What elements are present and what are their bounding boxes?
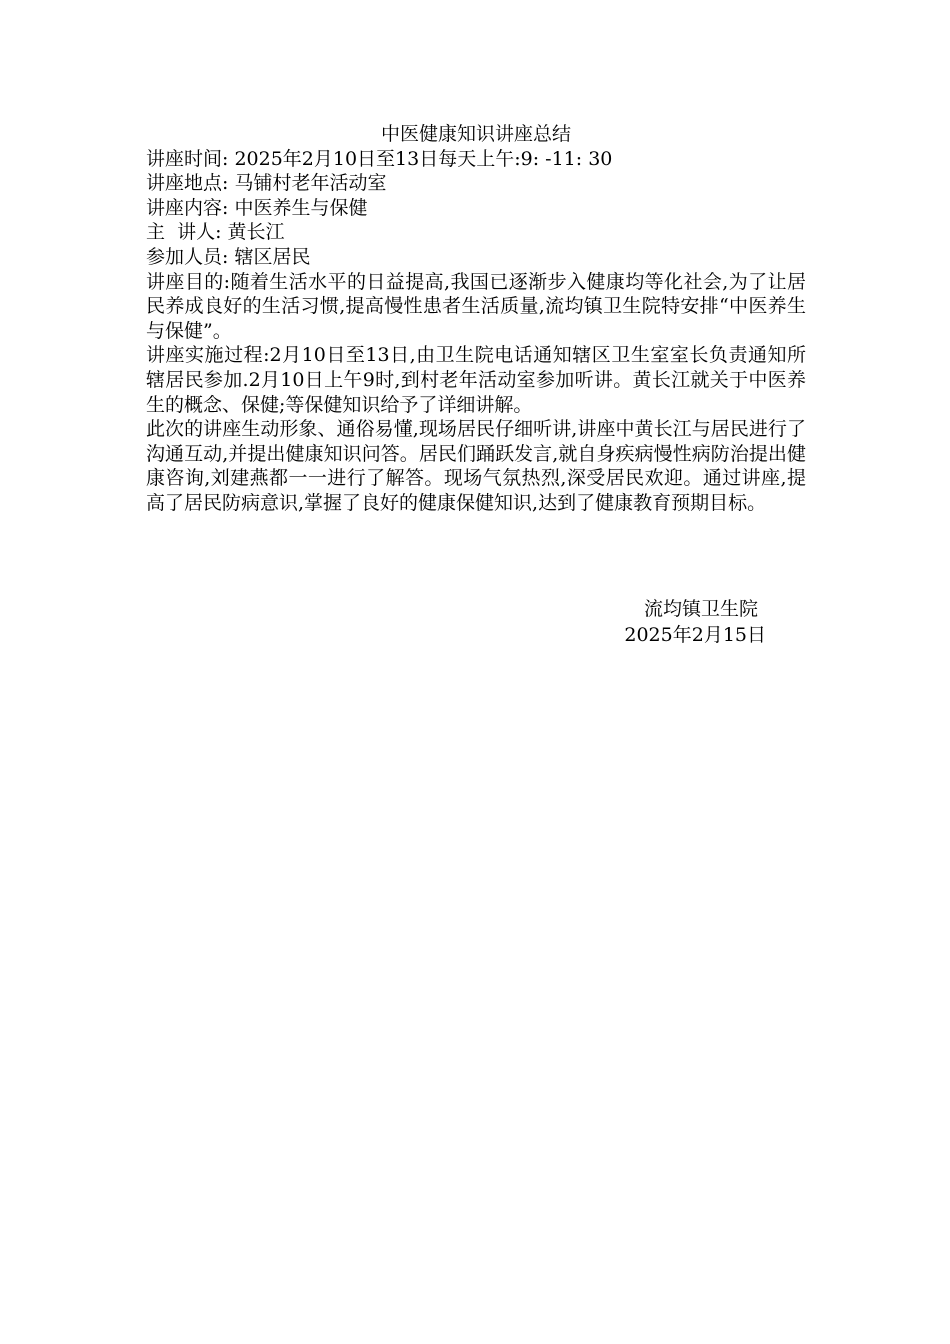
- field-participants: 参加人员: 辖区居民: [146, 245, 311, 268]
- signature-date: 2025年2月15日: [624, 624, 766, 646]
- signature-block: [146, 596, 766, 648]
- document-title: 中医健康知识讲座总结: [380, 123, 571, 145]
- field-lecture-time: 讲座时间: 2025年2月10日至13日每天上午:9: -11: 30: [146, 147, 613, 170]
- field-lecture-location: 讲座地点: 马铺村老年活动室: [146, 172, 387, 195]
- paragraph-purpose: 讲座目的:随着生活水平的日益提高,我国已逐渐步入健康均等化社会,为了让居民养成良好的生活习惯,提高慢性患者生活质量,流均镇卫生院特安排“中医养生与保健”。: [146, 270, 806, 342]
- field-lecturer: 主 讲人: 黄长江: [146, 221, 285, 244]
- field-lecture-content: 讲座内容: 中医养生与保健: [146, 196, 368, 219]
- paragraph-process: 讲座实施过程:2月10日至13日,由卫生院电话通知辖区卫生室室长负责通知所辖居民参加.2月10日上午9时,到村老年活动室参加听讲。黄长江就关于中医养生的概念、保健;等保健知识给予了详细讲解。: [146, 344, 806, 416]
- paragraph-summary: 此次的讲座生动形象、通俗易懂,现场居民仔细听讲,讲座中黄长江与居民进行了沟通互动,并提出健康知识问答。居民们踊跃发言,就自身疾病慢性病防治提出健康咨询,刘建燕都一一进行了解答。现场气氛热烈,深受居民欢迎。通过讲座,提高了居民防病意识,掌握了良好的健康保健知识,达到了健康教育预期目标。: [146, 418, 806, 514]
- signature-organization: 流均镇卫生院: [643, 598, 758, 620]
- document-body: [146, 122, 806, 516]
